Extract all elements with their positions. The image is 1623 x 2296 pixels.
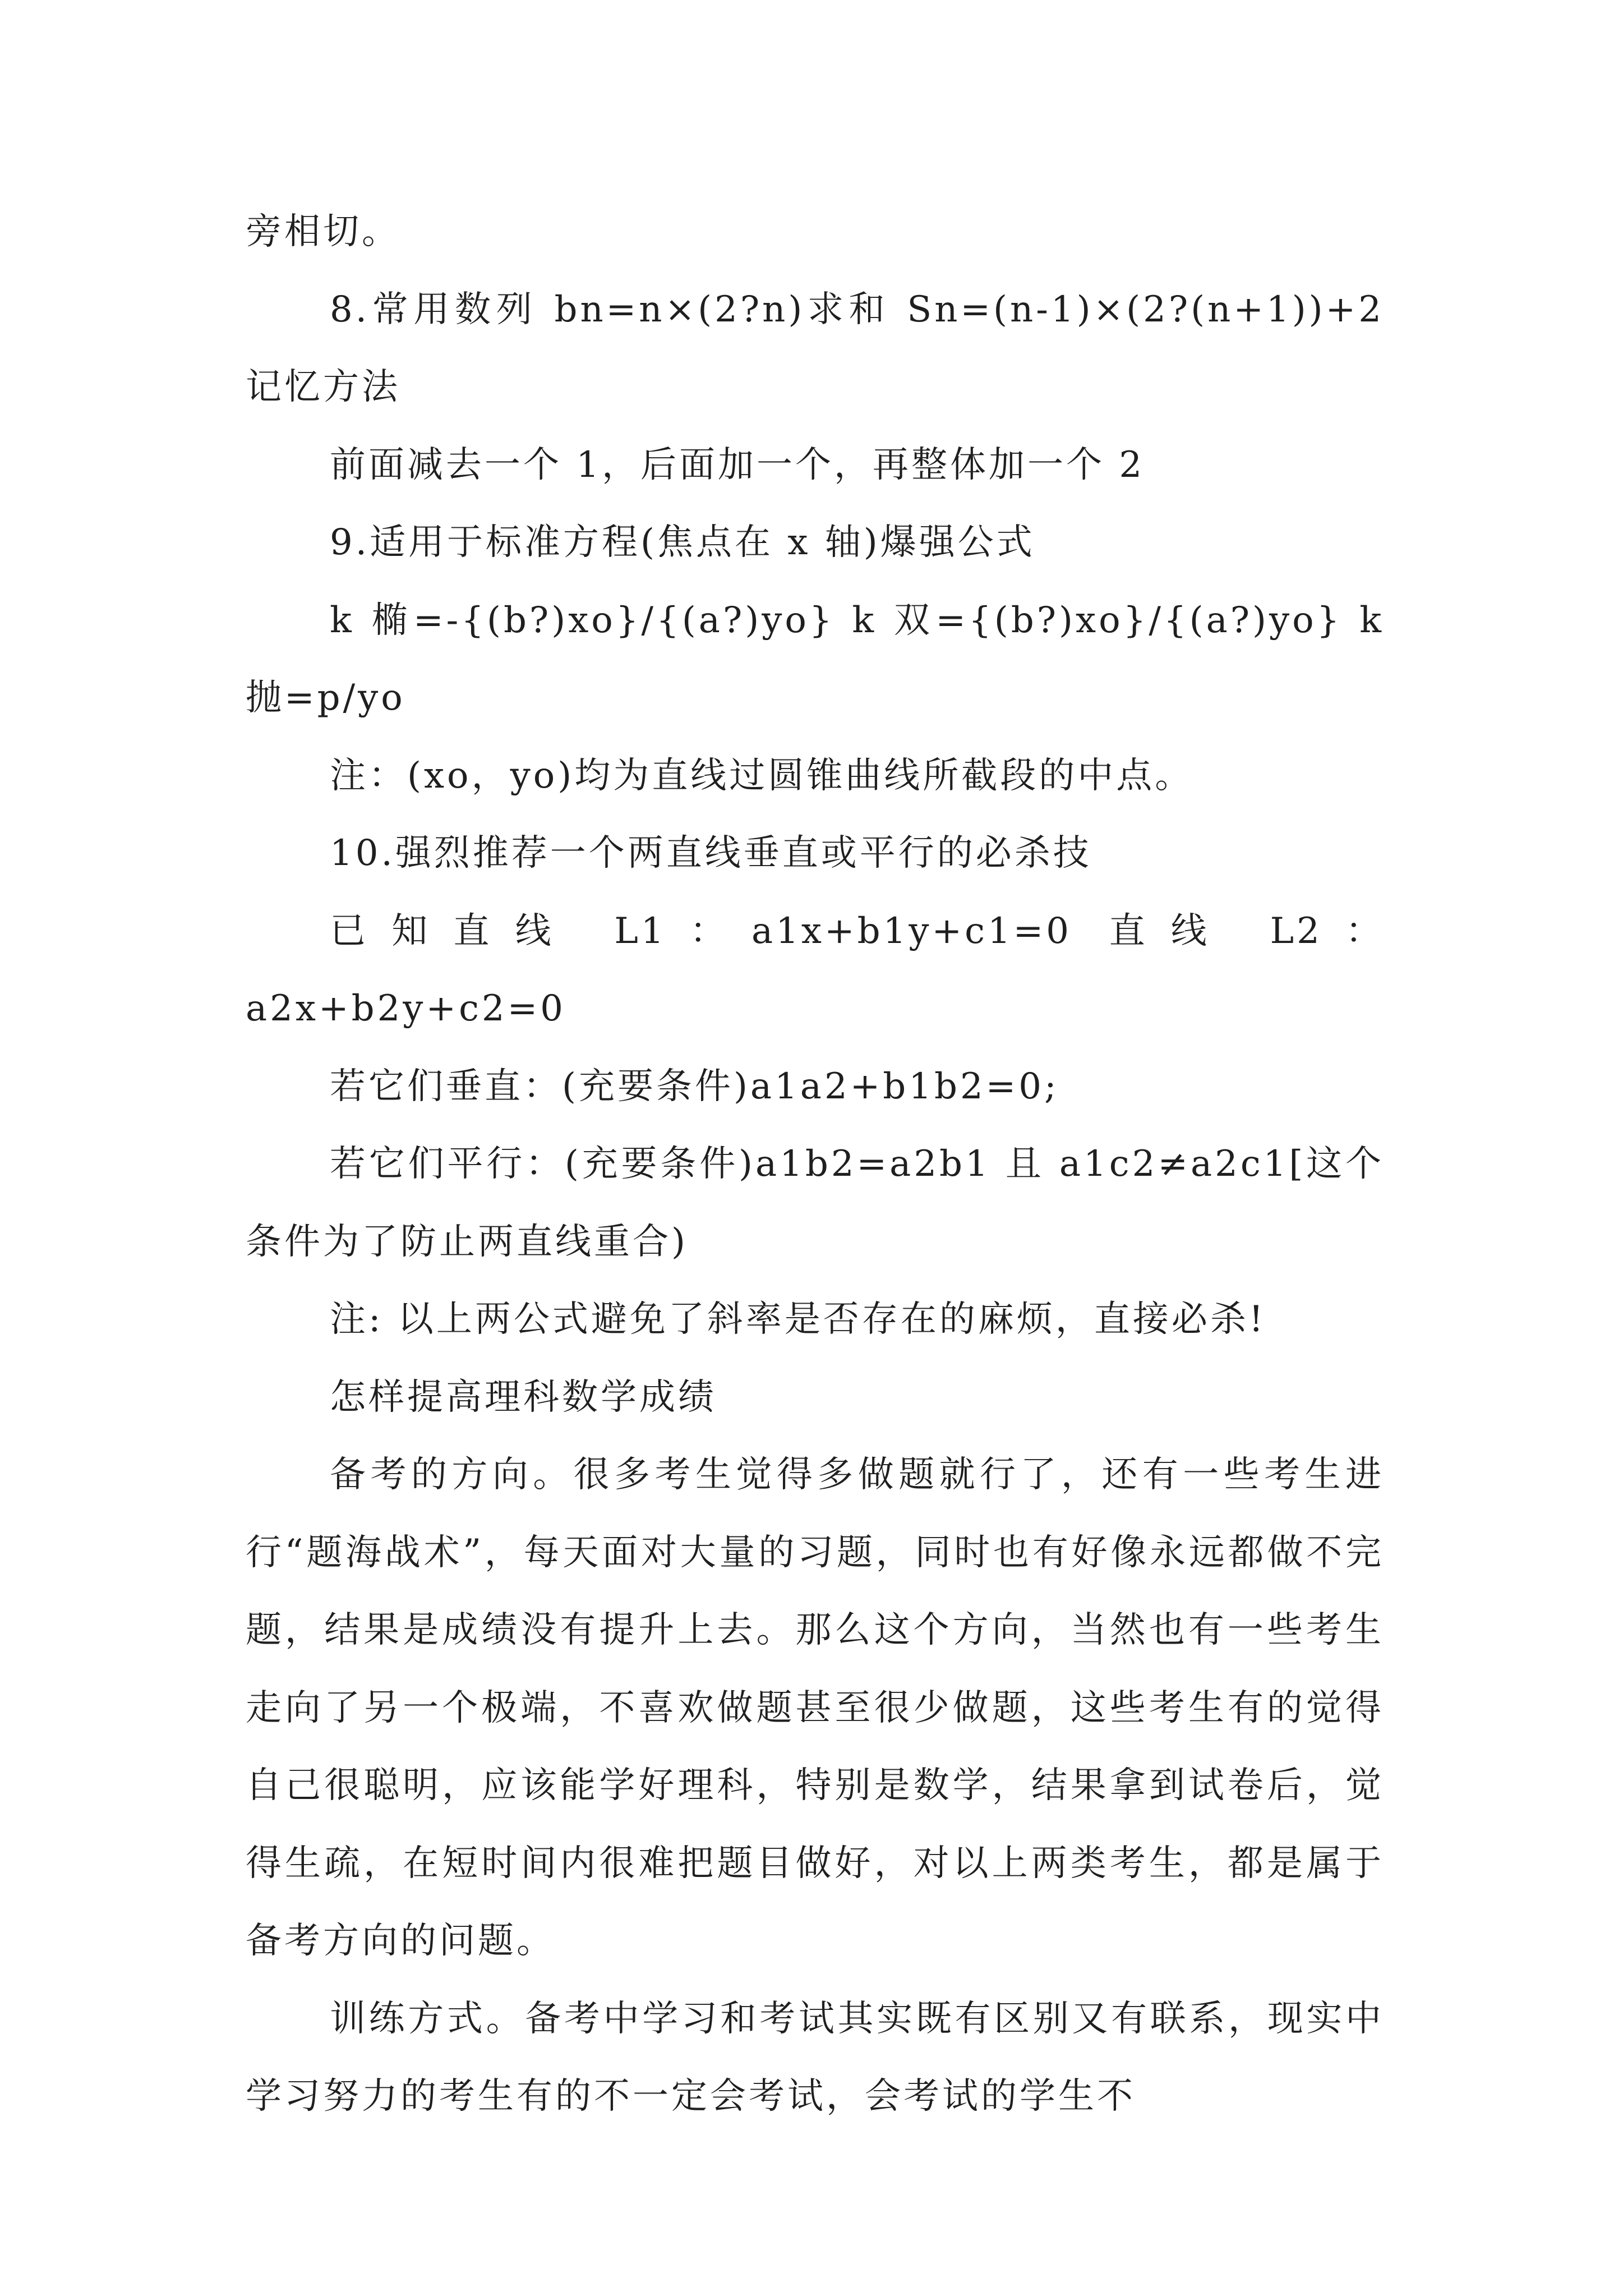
paragraph-item-8: 8.常用数列 bn=n×(2?n)求和 Sn=(n-1)×(2?(n+1))+2 记忆方法 <box>246 288 1399 408</box>
paragraph-training-method: 训练方式。备考中学习和考试其实既有区别又有联系，现实中学习努力的考生有的不一定会考试，会考试的学生不 <box>246 1998 1384 2117</box>
body-text <box>246 193 1399 2136</box>
paragraph-formula-k: k 椭=-{(b?)xo}/{(a?)yo} k 双={(b?)xo}/{(a?)yo} k 抛=p/yo <box>246 599 1399 719</box>
paragraph-item-10: 10.强烈推荐一个两直线垂直或平行的必杀技 <box>330 832 1092 874</box>
section-heading: 怎样提高理科数学成绩 <box>330 1376 717 1418</box>
paragraph-note-slope: 注: 以上两公式避免了斜率是否存在的麻烦，直接必杀! <box>330 1299 1266 1340</box>
paragraph-study-direction: 备考的方向。很多考生觉得多做题就行了，还有一些考生进行“题海战术”，每天面对大量的习题，同时也有好像永远都做不完题，结果是成绩没有提升上去。那么这个方向，当然也有一些考生走向了另一个极端，不喜欢做题甚至很少做题，这些考生有的觉得自己很聪明，应该能学好理科，特别是数学，结果拿到试卷后，觉得生疏，在短时间内很难把题目做好，对以上两类考生，都是属于备考方向的问题。 <box>246 1454 1384 1962</box>
paragraph-perpendicular: 若它们垂直：(充要条件)a1a2+b1b2=0; <box>330 1065 1059 1107</box>
paragraph-continuation: 旁相切。 <box>246 211 400 252</box>
paragraph-given-lines: 已知直线 L1：a1x+b1y+c1=0 直线 L2：a2x+b2y+c2=0 <box>246 910 1384 1029</box>
paragraph-item-9: 9.适用于标准方程(焦点在 x 轴)爆强公式 <box>330 522 1035 563</box>
paragraph-note-midpoint: 注：(xo，yo)均为直线过圆锥曲线所截段的中点。 <box>330 754 1194 797</box>
paragraph-memory-tip: 前面减去一个 1，后面加一个，再整体加一个 2 <box>330 444 1145 486</box>
paragraph-parallel: 若它们平行：(充要条件)a1b2=a2b1 且 a1c2≠a2c1[这个条件为了防止两直线重合) <box>246 1143 1384 1263</box>
